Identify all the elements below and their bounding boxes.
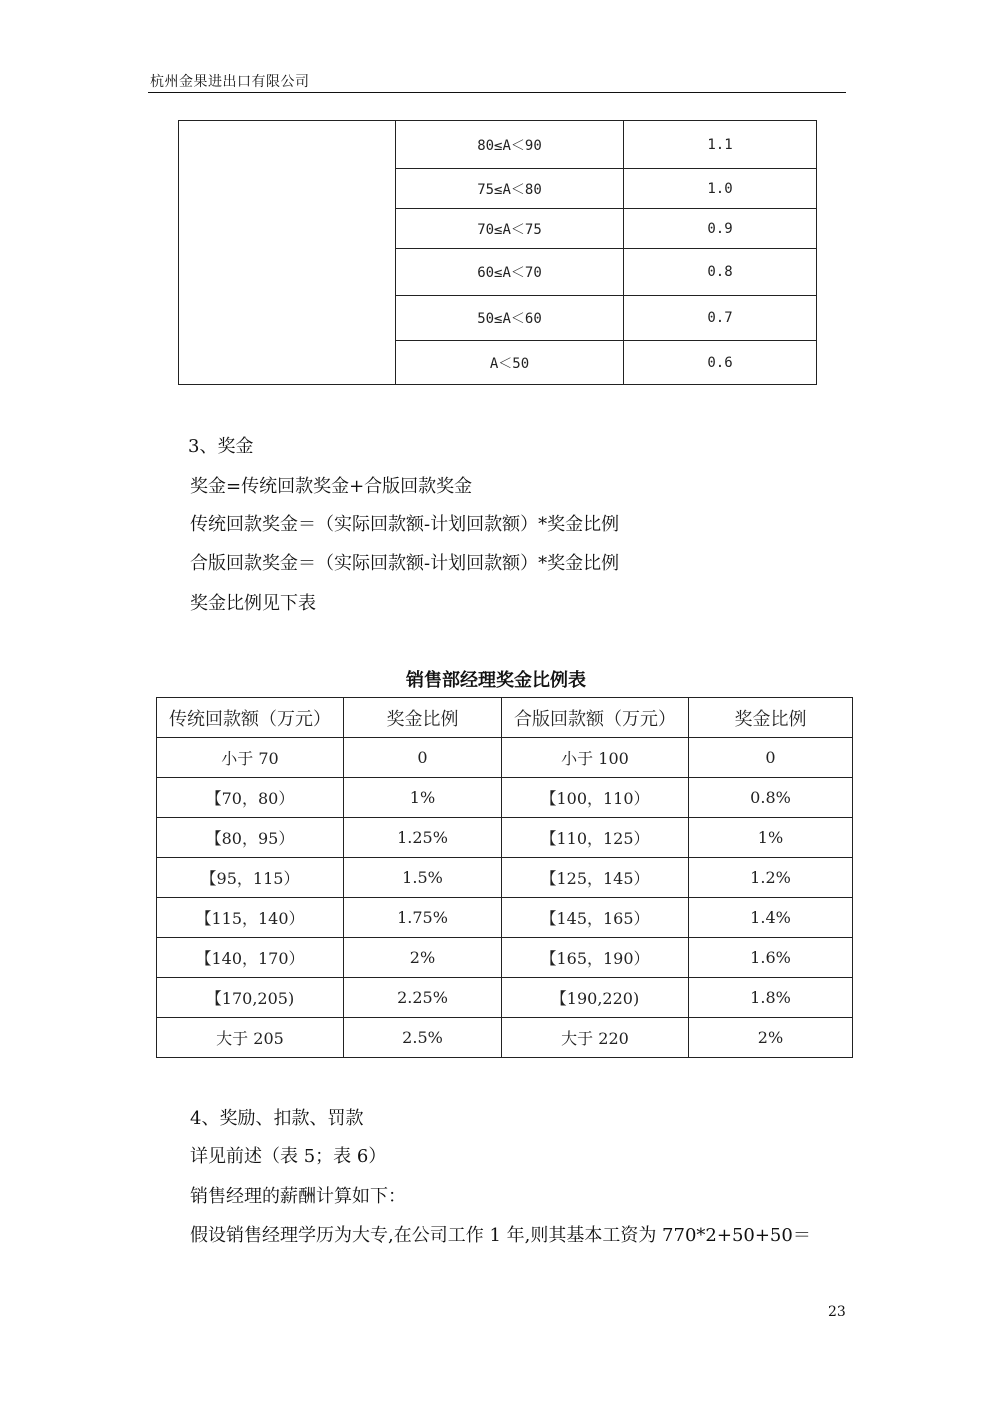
table-cell: 2% bbox=[689, 1018, 853, 1058]
header-company-name: 杭州金果进出口有限公司 bbox=[150, 74, 310, 90]
header-cell: 奖金比例 bbox=[689, 698, 853, 738]
score-range-cell: 60≤A＜70 bbox=[396, 249, 624, 296]
table-row bbox=[157, 818, 853, 858]
table-cell: 1.5% bbox=[344, 858, 502, 898]
table-cell: 1% bbox=[344, 778, 502, 818]
table-cell: 1.6% bbox=[689, 938, 853, 978]
table-cell: 大于 220 bbox=[502, 1018, 689, 1058]
coefficient-cell: 0.8 bbox=[624, 249, 817, 296]
table-cell: 2% bbox=[344, 938, 502, 978]
table-row bbox=[157, 898, 853, 938]
see-previous-note: 详见前述（表 5；表 6） bbox=[190, 1146, 387, 1167]
salary-calc-intro: 销售经理的薪酬计算如下： bbox=[190, 1186, 406, 1207]
score-range-cell: 50≤A＜60 bbox=[396, 296, 624, 341]
table-row bbox=[157, 978, 853, 1018]
table-cell: 【95，115） bbox=[157, 858, 344, 898]
table-cell: 大于 205 bbox=[157, 1018, 344, 1058]
score-coefficient-table bbox=[178, 120, 817, 385]
table-row bbox=[157, 1018, 853, 1058]
salary-calc-example: 假设销售经理学历为大专,在公司工作 1 年,则其基本工资为 770*2+50+50＝ bbox=[190, 1225, 811, 1246]
table-cell: 1.25% bbox=[344, 818, 502, 858]
table-cell: 0 bbox=[344, 738, 502, 778]
table-cell: 1% bbox=[689, 818, 853, 858]
table-cell: 【145，165） bbox=[502, 898, 689, 938]
table-cell: 【115，140） bbox=[157, 898, 344, 938]
table-cell: 1.4% bbox=[689, 898, 853, 938]
coefficient-cell: 0.6 bbox=[624, 341, 817, 385]
table-cell: 【190,220) bbox=[502, 978, 689, 1018]
table-cell: 2.5% bbox=[344, 1018, 502, 1058]
bonus-formula-line: 奖金=传统回款奖金+合版回款奖金 bbox=[190, 476, 473, 497]
combined-bonus-formula: 合版回款奖金＝（实际回款额-计划回款额）*奖金比例 bbox=[190, 553, 620, 574]
header-cell: 传统回款额（万元） bbox=[157, 698, 344, 738]
table-cell: 【170,205) bbox=[157, 978, 344, 1018]
bonus-ratio-note: 奖金比例见下表 bbox=[190, 593, 316, 614]
table-cell: 0.8% bbox=[689, 778, 853, 818]
bonus-ratio-table bbox=[156, 697, 853, 1058]
table-cell: 小于 100 bbox=[502, 738, 689, 778]
page-number: 23 bbox=[828, 1304, 846, 1320]
coefficient-cell: 0.7 bbox=[624, 296, 817, 341]
table-row bbox=[157, 858, 853, 898]
section-4-heading: 4、奖励、扣款、罚款 bbox=[190, 1108, 364, 1129]
traditional-bonus-formula: 传统回款奖金＝（实际回款额-计划回款额）*奖金比例 bbox=[190, 514, 620, 535]
table-cell: 【100，110） bbox=[502, 778, 689, 818]
header-cell: 奖金比例 bbox=[344, 698, 502, 738]
bonus-table-title: 销售部经理奖金比例表 bbox=[406, 670, 586, 691]
score-range-cell: A＜50 bbox=[396, 341, 624, 385]
merged-empty-cell bbox=[179, 121, 396, 385]
header-rule bbox=[148, 92, 846, 93]
coefficient-cell: 1.0 bbox=[624, 169, 817, 209]
score-range-cell: 75≤A＜80 bbox=[396, 169, 624, 209]
header-cell: 合版回款额（万元） bbox=[502, 698, 689, 738]
table-cell: 【125，145） bbox=[502, 858, 689, 898]
table-cell: 【80，95） bbox=[157, 818, 344, 858]
table-cell: 1.8% bbox=[689, 978, 853, 1018]
table-cell: 【165，190） bbox=[502, 938, 689, 978]
score-range-cell: 70≤A＜75 bbox=[396, 209, 624, 249]
table-cell: 0 bbox=[689, 738, 853, 778]
table-cell: 1.2% bbox=[689, 858, 853, 898]
table-row bbox=[157, 738, 853, 778]
table-cell: 【110，125） bbox=[502, 818, 689, 858]
section-3-heading: 3、奖金 bbox=[188, 436, 254, 457]
score-range-cell: 80≤A＜90 bbox=[396, 121, 624, 169]
table-cell: 1.75% bbox=[344, 898, 502, 938]
coefficient-cell: 1.1 bbox=[624, 121, 817, 169]
table-cell: 小于 70 bbox=[157, 738, 344, 778]
table-cell: 【140，170） bbox=[157, 938, 344, 978]
table-cell: 2.25% bbox=[344, 978, 502, 1018]
table-row bbox=[157, 778, 853, 818]
table-cell: 【70，80） bbox=[157, 778, 344, 818]
coefficient-cell: 0.9 bbox=[624, 209, 817, 249]
table-row bbox=[157, 938, 853, 978]
